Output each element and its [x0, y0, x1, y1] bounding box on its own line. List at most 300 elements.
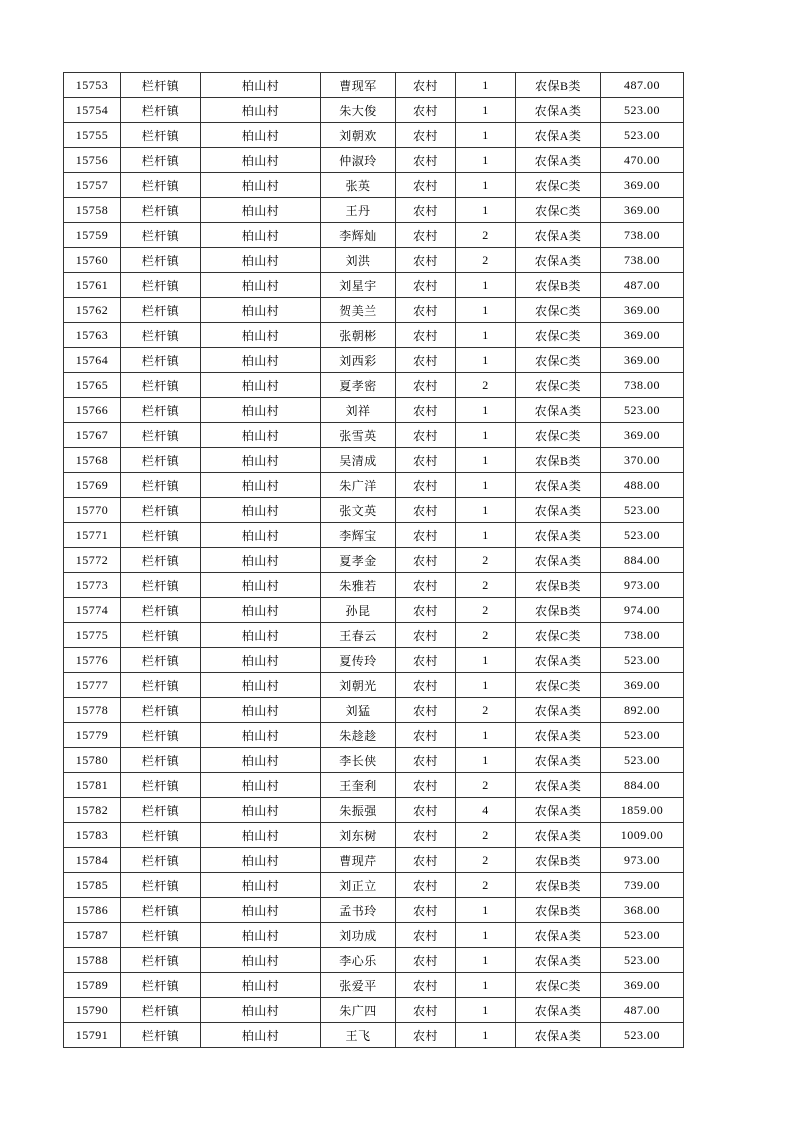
cell-town: 栏杆镇: [121, 373, 201, 398]
cell-town: 栏杆镇: [121, 298, 201, 323]
cell-village: 柏山村: [201, 673, 321, 698]
cell-person-count: 1: [456, 1023, 516, 1048]
cell-amount: 523.00: [601, 748, 684, 773]
cell-person-name: 王飞: [321, 1023, 396, 1048]
cell-residence-type: 农村: [396, 848, 456, 873]
cell-insurance-category: 农保C类: [516, 673, 601, 698]
cell-insurance-category: 农保B类: [516, 848, 601, 873]
cell-person-count: 2: [456, 248, 516, 273]
cell-residence-type: 农村: [396, 248, 456, 273]
cell-serial-number: 15753: [64, 73, 121, 98]
cell-serial-number: 15755: [64, 123, 121, 148]
cell-insurance-category: 农保A类: [516, 648, 601, 673]
cell-person-name: 朱广洋: [321, 473, 396, 498]
cell-residence-type: 农村: [396, 223, 456, 248]
cell-insurance-category: 农保A类: [516, 548, 601, 573]
cell-person-name: 刘正立: [321, 873, 396, 898]
table-row: [64, 173, 684, 198]
cell-town: 栏杆镇: [121, 523, 201, 548]
cell-person-count: 1: [456, 673, 516, 698]
cell-serial-number: 15780: [64, 748, 121, 773]
cell-town: 栏杆镇: [121, 873, 201, 898]
cell-town: 栏杆镇: [121, 98, 201, 123]
cell-person-name: 李辉灿: [321, 223, 396, 248]
cell-village: 柏山村: [201, 148, 321, 173]
cell-serial-number: 15769: [64, 473, 121, 498]
cell-person-count: 1: [456, 473, 516, 498]
cell-residence-type: 农村: [396, 598, 456, 623]
cell-serial-number: 15789: [64, 973, 121, 998]
cell-village: 柏山村: [201, 298, 321, 323]
cell-insurance-category: 农保B类: [516, 598, 601, 623]
cell-serial-number: 15785: [64, 873, 121, 898]
cell-residence-type: 农村: [396, 373, 456, 398]
cell-serial-number: 15790: [64, 998, 121, 1023]
cell-insurance-category: 农保C类: [516, 173, 601, 198]
cell-residence-type: 农村: [396, 648, 456, 673]
cell-amount: 523.00: [601, 923, 684, 948]
cell-serial-number: 15779: [64, 723, 121, 748]
cell-town: 栏杆镇: [121, 473, 201, 498]
table-row: [64, 473, 684, 498]
cell-village: 柏山村: [201, 923, 321, 948]
cell-residence-type: 农村: [396, 473, 456, 498]
cell-person-name: 夏孝金: [321, 548, 396, 573]
cell-insurance-category: 农保C类: [516, 423, 601, 448]
cell-town: 栏杆镇: [121, 698, 201, 723]
cell-residence-type: 农村: [396, 898, 456, 923]
cell-residence-type: 农村: [396, 198, 456, 223]
cell-village: 柏山村: [201, 173, 321, 198]
cell-person-count: 1: [456, 498, 516, 523]
cell-residence-type: 农村: [396, 698, 456, 723]
cell-insurance-category: 农保B类: [516, 73, 601, 98]
table-row: [64, 373, 684, 398]
cell-insurance-category: 农保A类: [516, 398, 601, 423]
cell-person-name: 孙昆: [321, 598, 396, 623]
cell-person-count: 2: [456, 623, 516, 648]
cell-person-count: 1: [456, 148, 516, 173]
cell-person-count: 1: [456, 748, 516, 773]
cell-residence-type: 农村: [396, 573, 456, 598]
cell-insurance-category: 农保C类: [516, 348, 601, 373]
cell-amount: 884.00: [601, 548, 684, 573]
cell-amount: 368.00: [601, 898, 684, 923]
cell-serial-number: 15791: [64, 1023, 121, 1048]
cell-town: 栏杆镇: [121, 173, 201, 198]
cell-village: 柏山村: [201, 273, 321, 298]
cell-town: 栏杆镇: [121, 823, 201, 848]
cell-person-count: 2: [456, 848, 516, 873]
cell-person-name: 刘猛: [321, 698, 396, 723]
cell-serial-number: 15773: [64, 573, 121, 598]
cell-serial-number: 15764: [64, 348, 121, 373]
cell-insurance-category: 农保A类: [516, 998, 601, 1023]
cell-insurance-category: 农保A类: [516, 123, 601, 148]
cell-person-name: 刘功成: [321, 923, 396, 948]
table-row: [64, 523, 684, 548]
cell-amount: 738.00: [601, 248, 684, 273]
table-row: [64, 423, 684, 448]
cell-town: 栏杆镇: [121, 973, 201, 998]
cell-serial-number: 15775: [64, 623, 121, 648]
cell-town: 栏杆镇: [121, 348, 201, 373]
cell-village: 柏山村: [201, 448, 321, 473]
cell-village: 柏山村: [201, 498, 321, 523]
table-row: [64, 223, 684, 248]
cell-insurance-category: 农保A类: [516, 923, 601, 948]
cell-person-count: 2: [456, 548, 516, 573]
table-row: [64, 923, 684, 948]
cell-serial-number: 15756: [64, 148, 121, 173]
cell-residence-type: 农村: [396, 773, 456, 798]
cell-person-name: 朱振强: [321, 798, 396, 823]
cell-town: 栏杆镇: [121, 648, 201, 673]
cell-serial-number: 15781: [64, 773, 121, 798]
table-row: [64, 123, 684, 148]
cell-residence-type: 农村: [396, 973, 456, 998]
cell-village: 柏山村: [201, 823, 321, 848]
cell-serial-number: 15776: [64, 648, 121, 673]
cell-amount: 369.00: [601, 973, 684, 998]
cell-person-name: 刘朝光: [321, 673, 396, 698]
cell-residence-type: 农村: [396, 398, 456, 423]
cell-town: 栏杆镇: [121, 223, 201, 248]
cell-insurance-category: 农保C类: [516, 373, 601, 398]
cell-residence-type: 农村: [396, 73, 456, 98]
table-row: [64, 848, 684, 873]
cell-insurance-category: 农保A类: [516, 948, 601, 973]
cell-person-name: 李心乐: [321, 948, 396, 973]
cell-village: 柏山村: [201, 873, 321, 898]
cell-residence-type: 农村: [396, 548, 456, 573]
cell-amount: 369.00: [601, 348, 684, 373]
cell-serial-number: 15786: [64, 898, 121, 923]
cell-serial-number: 15754: [64, 98, 121, 123]
cell-person-count: 1: [456, 173, 516, 198]
cell-village: 柏山村: [201, 723, 321, 748]
cell-insurance-category: 农保A类: [516, 1023, 601, 1048]
table-row: [64, 898, 684, 923]
cell-town: 栏杆镇: [121, 123, 201, 148]
table-row: [64, 448, 684, 473]
table-row: [64, 948, 684, 973]
cell-residence-type: 农村: [396, 823, 456, 848]
cell-insurance-category: 农保A类: [516, 698, 601, 723]
table-row: [64, 648, 684, 673]
cell-residence-type: 农村: [396, 123, 456, 148]
cell-serial-number: 15771: [64, 523, 121, 548]
cell-insurance-category: 农保A类: [516, 148, 601, 173]
cell-person-name: 夏传玲: [321, 648, 396, 673]
cell-amount: 738.00: [601, 623, 684, 648]
cell-insurance-category: 农保A类: [516, 523, 601, 548]
cell-amount: 370.00: [601, 448, 684, 473]
cell-insurance-category: 农保A类: [516, 498, 601, 523]
cell-insurance-category: 农保C类: [516, 973, 601, 998]
cell-serial-number: 15765: [64, 373, 121, 398]
cell-amount: 523.00: [601, 723, 684, 748]
cell-person-count: 1: [456, 423, 516, 448]
table-row: [64, 73, 684, 98]
cell-amount: 738.00: [601, 223, 684, 248]
cell-amount: 973.00: [601, 573, 684, 598]
cell-town: 栏杆镇: [121, 748, 201, 773]
cell-town: 栏杆镇: [121, 273, 201, 298]
cell-residence-type: 农村: [396, 298, 456, 323]
cell-amount: 369.00: [601, 298, 684, 323]
table-row: [64, 773, 684, 798]
cell-person-name: 王春云: [321, 623, 396, 648]
cell-serial-number: 15782: [64, 798, 121, 823]
records-table-body: [64, 73, 684, 1048]
cell-person-count: 4: [456, 798, 516, 823]
cell-amount: 523.00: [601, 948, 684, 973]
cell-residence-type: 农村: [396, 748, 456, 773]
cell-person-name: 刘朝欢: [321, 123, 396, 148]
cell-town: 栏杆镇: [121, 398, 201, 423]
cell-village: 柏山村: [201, 323, 321, 348]
cell-person-count: 1: [456, 898, 516, 923]
table-row: [64, 273, 684, 298]
cell-amount: 369.00: [601, 323, 684, 348]
cell-village: 柏山村: [201, 123, 321, 148]
cell-residence-type: 农村: [396, 273, 456, 298]
cell-town: 栏杆镇: [121, 248, 201, 273]
cell-serial-number: 15772: [64, 548, 121, 573]
cell-person-count: 1: [456, 723, 516, 748]
cell-insurance-category: 农保A类: [516, 248, 601, 273]
cell-town: 栏杆镇: [121, 198, 201, 223]
cell-town: 栏杆镇: [121, 898, 201, 923]
cell-person-name: 张文英: [321, 498, 396, 523]
cell-amount: 973.00: [601, 848, 684, 873]
cell-person-name: 张雪英: [321, 423, 396, 448]
cell-amount: 738.00: [601, 373, 684, 398]
cell-person-name: 吴清成: [321, 448, 396, 473]
cell-residence-type: 农村: [396, 948, 456, 973]
table-row: [64, 1023, 684, 1048]
cell-person-count: 1: [456, 973, 516, 998]
cell-insurance-category: 农保A类: [516, 98, 601, 123]
table-row: [64, 298, 684, 323]
cell-village: 柏山村: [201, 948, 321, 973]
table-row: [64, 998, 684, 1023]
cell-village: 柏山村: [201, 998, 321, 1023]
cell-serial-number: 15787: [64, 923, 121, 948]
cell-residence-type: 农村: [396, 923, 456, 948]
cell-person-count: 2: [456, 573, 516, 598]
cell-town: 栏杆镇: [121, 923, 201, 948]
cell-village: 柏山村: [201, 1023, 321, 1048]
cell-insurance-category: 农保C类: [516, 323, 601, 348]
cell-insurance-category: 农保A类: [516, 748, 601, 773]
cell-serial-number: 15766: [64, 398, 121, 423]
cell-person-name: 王丹: [321, 198, 396, 223]
cell-serial-number: 15760: [64, 248, 121, 273]
cell-person-count: 1: [456, 923, 516, 948]
cell-amount: 892.00: [601, 698, 684, 723]
payment-records-table: [63, 72, 684, 1048]
cell-insurance-category: 农保B类: [516, 873, 601, 898]
cell-person-count: 1: [456, 73, 516, 98]
cell-town: 栏杆镇: [121, 673, 201, 698]
cell-insurance-category: 农保A类: [516, 823, 601, 848]
table-row: [64, 348, 684, 373]
cell-amount: 739.00: [601, 873, 684, 898]
cell-town: 栏杆镇: [121, 448, 201, 473]
table-row: [64, 673, 684, 698]
cell-town: 栏杆镇: [121, 598, 201, 623]
cell-town: 栏杆镇: [121, 798, 201, 823]
cell-village: 柏山村: [201, 698, 321, 723]
cell-person-count: 1: [456, 323, 516, 348]
cell-person-name: 刘东树: [321, 823, 396, 848]
cell-person-count: 2: [456, 773, 516, 798]
cell-insurance-category: 农保B类: [516, 273, 601, 298]
cell-insurance-category: 农保A类: [516, 473, 601, 498]
cell-person-count: 1: [456, 123, 516, 148]
cell-residence-type: 农村: [396, 523, 456, 548]
table-row: [64, 798, 684, 823]
cell-person-name: 张朝彬: [321, 323, 396, 348]
cell-serial-number: 15758: [64, 198, 121, 223]
cell-person-name: 刘星宇: [321, 273, 396, 298]
cell-village: 柏山村: [201, 373, 321, 398]
table-row: [64, 548, 684, 573]
cell-person-count: 2: [456, 698, 516, 723]
cell-residence-type: 农村: [396, 798, 456, 823]
cell-serial-number: 15777: [64, 673, 121, 698]
cell-person-name: 刘西彩: [321, 348, 396, 373]
table-row: [64, 973, 684, 998]
cell-serial-number: 15767: [64, 423, 121, 448]
cell-person-name: 朱大俊: [321, 98, 396, 123]
cell-person-count: 1: [456, 648, 516, 673]
cell-amount: 523.00: [601, 523, 684, 548]
cell-person-name: 朱雅若: [321, 573, 396, 598]
cell-town: 栏杆镇: [121, 573, 201, 598]
cell-amount: 487.00: [601, 273, 684, 298]
cell-residence-type: 农村: [396, 98, 456, 123]
cell-person-name: 朱广四: [321, 998, 396, 1023]
cell-insurance-category: 农保A类: [516, 798, 601, 823]
cell-village: 柏山村: [201, 748, 321, 773]
cell-residence-type: 农村: [396, 873, 456, 898]
cell-residence-type: 农村: [396, 148, 456, 173]
table-row: [64, 98, 684, 123]
cell-serial-number: 15762: [64, 298, 121, 323]
cell-village: 柏山村: [201, 248, 321, 273]
cell-amount: 369.00: [601, 673, 684, 698]
cell-person-name: 张英: [321, 173, 396, 198]
cell-village: 柏山村: [201, 73, 321, 98]
cell-person-count: 1: [456, 98, 516, 123]
cell-village: 柏山村: [201, 798, 321, 823]
cell-person-count: 1: [456, 398, 516, 423]
cell-person-name: 仲淑玲: [321, 148, 396, 173]
cell-amount: 369.00: [601, 173, 684, 198]
table-row: [64, 498, 684, 523]
cell-residence-type: 农村: [396, 423, 456, 448]
cell-serial-number: 15768: [64, 448, 121, 473]
cell-person-name: 张爱平: [321, 973, 396, 998]
cell-village: 柏山村: [201, 623, 321, 648]
cell-village: 柏山村: [201, 973, 321, 998]
cell-amount: 523.00: [601, 398, 684, 423]
cell-village: 柏山村: [201, 548, 321, 573]
table-row: [64, 723, 684, 748]
cell-serial-number: 15783: [64, 823, 121, 848]
cell-town: 栏杆镇: [121, 723, 201, 748]
cell-residence-type: 农村: [396, 448, 456, 473]
cell-person-count: 2: [456, 223, 516, 248]
cell-village: 柏山村: [201, 223, 321, 248]
cell-town: 栏杆镇: [121, 323, 201, 348]
cell-serial-number: 15778: [64, 698, 121, 723]
cell-town: 栏杆镇: [121, 623, 201, 648]
cell-insurance-category: 农保C类: [516, 623, 601, 648]
table-row: [64, 623, 684, 648]
cell-village: 柏山村: [201, 848, 321, 873]
cell-village: 柏山村: [201, 573, 321, 598]
cell-town: 栏杆镇: [121, 548, 201, 573]
cell-person-count: 1: [456, 523, 516, 548]
cell-village: 柏山村: [201, 773, 321, 798]
cell-amount: 487.00: [601, 998, 684, 1023]
cell-town: 栏杆镇: [121, 1023, 201, 1048]
cell-residence-type: 农村: [396, 1023, 456, 1048]
cell-residence-type: 农村: [396, 498, 456, 523]
cell-insurance-category: 农保B类: [516, 448, 601, 473]
cell-person-count: 1: [456, 348, 516, 373]
cell-serial-number: 15788: [64, 948, 121, 973]
cell-town: 栏杆镇: [121, 773, 201, 798]
cell-amount: 523.00: [601, 98, 684, 123]
cell-town: 栏杆镇: [121, 498, 201, 523]
cell-amount: 1859.00: [601, 798, 684, 823]
cell-person-name: 王奎利: [321, 773, 396, 798]
cell-serial-number: 15774: [64, 598, 121, 623]
cell-amount: 523.00: [601, 1023, 684, 1048]
cell-serial-number: 15759: [64, 223, 121, 248]
cell-town: 栏杆镇: [121, 148, 201, 173]
cell-person-count: 1: [456, 448, 516, 473]
cell-village: 柏山村: [201, 198, 321, 223]
cell-person-count: 1: [456, 298, 516, 323]
cell-serial-number: 15784: [64, 848, 121, 873]
cell-serial-number: 15770: [64, 498, 121, 523]
cell-amount: 523.00: [601, 123, 684, 148]
cell-person-name: 朱趁趁: [321, 723, 396, 748]
cell-person-name: 李长侠: [321, 748, 396, 773]
cell-person-name: 孟书玲: [321, 898, 396, 923]
cell-village: 柏山村: [201, 473, 321, 498]
cell-person-name: 曹现芹: [321, 848, 396, 873]
cell-serial-number: 15757: [64, 173, 121, 198]
table-row: [64, 748, 684, 773]
table-row: [64, 323, 684, 348]
cell-amount: 488.00: [601, 473, 684, 498]
cell-village: 柏山村: [201, 598, 321, 623]
table-row: [64, 698, 684, 723]
cell-residence-type: 农村: [396, 998, 456, 1023]
cell-person-count: 1: [456, 998, 516, 1023]
cell-village: 柏山村: [201, 98, 321, 123]
cell-amount: 884.00: [601, 773, 684, 798]
cell-person-count: 2: [456, 823, 516, 848]
cell-amount: 1009.00: [601, 823, 684, 848]
